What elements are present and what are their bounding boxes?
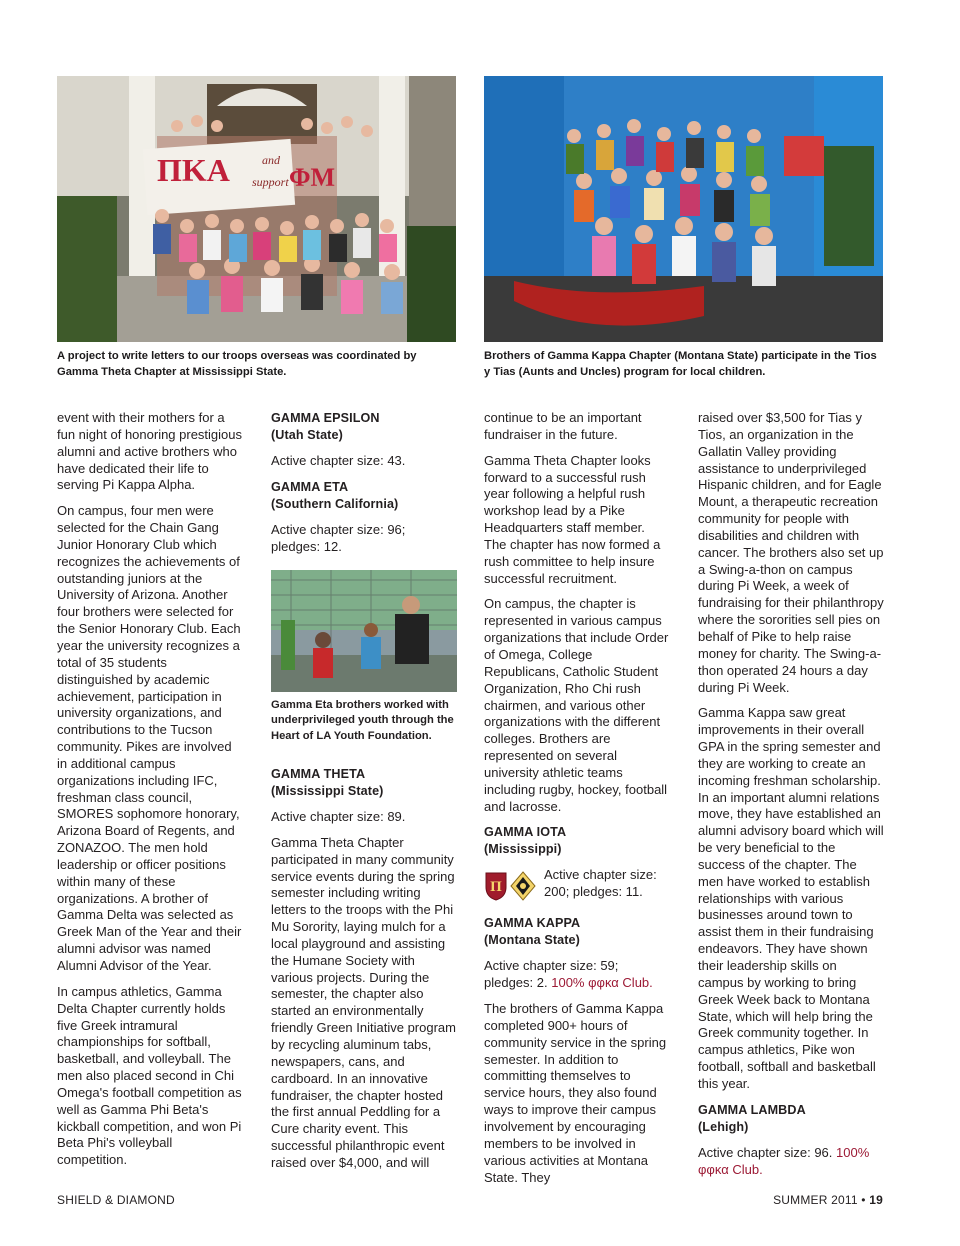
- caption-letters-to-troops: A project to write letters to our troops overseas was coordinated by Gamma Theta Chapter at Mississippi State.: [57, 350, 417, 378]
- column-2: [271, 410, 457, 1181]
- chapter-school: (Southern California): [271, 496, 399, 511]
- paragraph: event with their mothers for a fun night of honoring prestigious alumni and active brothers who have dedicated their life to serving Pi Kappa Alpha.: [57, 410, 243, 493]
- chapter-school: (Lehigh): [698, 1119, 749, 1134]
- page-number: 19: [869, 1193, 883, 1207]
- crest-icons: [484, 867, 536, 901]
- chapter-size-with-crests: [484, 867, 670, 901]
- chapter-heading-gamma-eta: [271, 479, 457, 513]
- paragraph: In campus athletics, Gamma Delta Chapter currently holds five Greek intramural championships for softball, basketball, and volleyball. The men also placed second in Chi Omega's football competition as well as Gamma Phi Beta's kickball competition, and won Pi Beta Phi's volleyball competition.: [57, 983, 242, 1168]
- club-badge: 100% φφκα Club.: [551, 975, 653, 991]
- chapter-heading-gamma-theta: [271, 766, 457, 800]
- chapter-size: [484, 958, 670, 992]
- chapter-heading-gamma-lambda: [698, 1102, 884, 1136]
- chapter-name: GAMMA IOTA: [484, 825, 567, 840]
- chapter-name: GAMMA ETA: [271, 479, 349, 494]
- paragraph: Gamma Theta Chapter participated in many community service events during the spring semester including writing letters to the troops with the Phi Mu Sorority, laying mulch for a local playground and assisting the Humane Society with various projects. During the semester, the chapter also started an environmentally friendly Green Initiative program by recycling aluminum tabs, newspapers, cans, and cardboard. In an innovative fundraiser, the chapter hosted the first annual Peddling for a Cure charity event. This successful philanthropic event raised over $4,000, and will: [271, 834, 456, 1170]
- chapter-name: GAMMA KAPPA: [484, 916, 581, 931]
- chapter-size: Active chapter size: 96; pledges: 12.: [271, 521, 406, 554]
- chapter-size: Active chapter size: 43.: [271, 453, 406, 468]
- club-badge: 100% φφκα Club.: [698, 1144, 870, 1177]
- paragraph: The brothers of Gamma Kappa completed 900+ hours of community service in the spring semester. In addition to committing themselves to service hours, they also found ways to improve their campus involvement by encouraging members to be involved in various activities at Montana State. They: [484, 1001, 667, 1185]
- pi-shield-icon: [484, 871, 508, 901]
- chapter-school: (Mississippi): [484, 842, 562, 857]
- chapter-school: (Utah State): [271, 428, 343, 442]
- chapter-name: GAMMA LAMBDA: [698, 1102, 806, 1117]
- paragraph: On campus, the chapter is represented in various campus organizations that include Order of Omega, College Republicans, Catholic Student Organization, Rho Chi rush chairmen, and various other organizations with the different colleges. Brothers are represented on several university athletic teams including rugby, hockey, football and lacrosse.: [484, 596, 669, 814]
- paragraph: continue to be an important fundraiser in the future.: [484, 410, 642, 442]
- column-4: [698, 410, 884, 1187]
- paragraph: On campus, four men were selected for the Chain Gang Junior Honorary Club which recognizes the achievements of outstanding juniors at the University of Arizona. Another four brothers were selected for the Senior Honorary Club. Each year the university recognizes a total of 35 students distinguished by academic achievement, participation in university organizations, and contributions to the Tucson community. Pikes are involved in additional campus organizations including IFC, freshman class council, SMORES sophomore honorary, Arizona Board of Regents, and ZONAZOO. The men hold leadership or officer positions within many of these organizations. A brother of Gamma Delta was selected as Greek Man of the Year and their alumni advisor was named Alumni Advisor of the Year.: [57, 503, 242, 973]
- chapter-heading-gamma-epsilon: [271, 410, 457, 444]
- chapter-size: Active chapter size: 89.: [271, 809, 406, 825]
- chapter-size: Active chapter size: 200; pledges: 11.: [544, 867, 657, 900]
- paragraph: raised over $3,500 for Tias y Tios, an organization in the Gallatin Valley providing assistance to underprivileged Hispanic children, and for Eagle Mount, a therapeutic recreation community for people with disabilities and children with cancer. The brothers also set up a Swing-a-thon on campus during Pi Week, a week of fundraising for their philanthropy where the sororities sell pies on behalf of Pike to help raise money for charity. The Swing-a-thon operated 24 hours a day during Pi Week.: [698, 410, 884, 695]
- chapter-school: (Montana State): [484, 933, 580, 948]
- banner-support: support: [252, 175, 289, 189]
- photo-letters-to-troops: [57, 76, 456, 342]
- photo-tios-y-tias: [484, 76, 883, 342]
- diamond-crest-icon: [510, 871, 536, 901]
- chapter-heading-gamma-kappa: [484, 915, 670, 949]
- chapter-size-text: Active chapter size: 59; pledges: 2.: [484, 958, 619, 991]
- caption-heart-of-la: Gamma Eta brothers worked with underprivileged youth through the Heart of LA Youth Foundation.: [271, 698, 454, 742]
- chapter-heading-gamma-iota: [484, 824, 670, 858]
- chapter-size: [698, 1145, 884, 1179]
- footer-issue: [773, 1193, 883, 1207]
- column-3: [484, 410, 670, 1195]
- footer-publication: SHIELD & DIAMOND: [57, 1193, 175, 1207]
- chapter-name: GAMMA THETA: [271, 767, 366, 782]
- photo-heart-of-la: [271, 570, 457, 692]
- caption-tios-y-tias: Brothers of Gamma Kappa Chapter (Montana State) participate in the Tios y Tias (Aunts and Uncles) program for local children.: [484, 350, 877, 378]
- banner-letters: ΠΚΑ: [157, 152, 230, 188]
- footer-issue-date: SUMMER 2011 •: [773, 1193, 866, 1207]
- column-1: [57, 410, 243, 1178]
- banner-and: and: [262, 153, 280, 167]
- chapter-school: (Mississippi State): [271, 784, 384, 799]
- chapter-size-text: Active chapter size: 96.: [698, 1144, 833, 1160]
- chapter-name: GAMMA EPSILON: [271, 411, 380, 425]
- paragraph: Gamma Kappa saw great improvements in their overall GPA in the spring semester and they are working to create an incoming freshman scholarship. In an important alumni relations move, they have established an alumni advisory board which will be very beneficial to the success of the chapter. The men have worked to establish relationships with various businesses around town to assist them in their fundraising endeavors. They have shown their leadership skills on campus by working to bring Greek Week back to Montana State, which will help bring the Greek community together. In campus athletics, Pike won football, softball and basketball this year.: [698, 705, 884, 1091]
- banner-sorority: ΦΜ: [289, 163, 336, 192]
- crest-letter: Π: [490, 879, 502, 896]
- paragraph: Gamma Theta Chapter looks forward to a successful rush year following a helpful rush workshop lead by a Pike Headquarters staff member. The chapter has now formed a rush committee to help insure successful recruitment.: [484, 452, 661, 586]
